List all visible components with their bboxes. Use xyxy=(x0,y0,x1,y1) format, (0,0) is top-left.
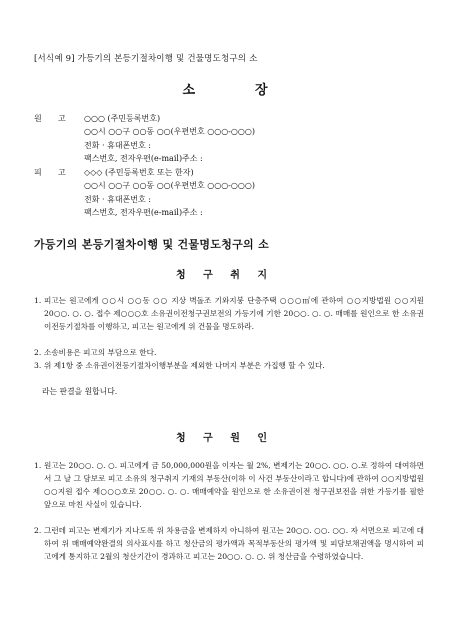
plaintiff-phone: 전화 · 휴대폰번호 : xyxy=(84,140,151,150)
item-text: 소송비용은 피고의 부담으로 한다. xyxy=(44,348,157,357)
item-number: 3. xyxy=(34,361,42,370)
plaintiff-role-char-1: 원 xyxy=(34,114,42,123)
defendant-name: ◇◇◇ (주민등록번호 또는 한자) xyxy=(84,168,194,177)
claim-cause-item-2 xyxy=(34,524,424,563)
plaintiff-name: ○○○ (주민등록번호) xyxy=(84,114,161,123)
plaintiff-address: ○○시 ○○구 ○○동 ○○(우편번호 ○○○-○○○) xyxy=(84,127,255,137)
case-title: 가등기의 본등기절차이행 및 건물명도청구의 소 xyxy=(34,238,270,251)
defendant-role-char-1: 피 xyxy=(34,168,42,177)
item-text: 피고는 원고에게 ○○시 ○○동 ○○ 지상 벽돌조 기와지붕 단층주택 ○○○㎡에 관하여 ○○지방법원 ○○지원 20○○. ○. ○. 접수 제○○○호 소유권이전청구권보전의 가등기에 기한 20○○. ○. ○. 매매를 원인으로 한 소유권이전등기절차를 이행하고, 피고는 원고에게 위 건물을 명도하라. xyxy=(44,296,424,331)
plaintiff-details xyxy=(84,112,255,166)
item-text: 위 제1항 중 소유권이전등기절차이행부분을 제외한 나머지 부분은 가집행 할 수 있다. xyxy=(44,361,325,370)
defendant-address: ○○시 ○○구 ○○동 ○○(우편번호 ○○○-○○○) xyxy=(84,181,255,191)
claim-purpose-heading: 청 구 취 지 xyxy=(175,270,275,281)
item-number: 2. xyxy=(34,348,42,357)
item-text: 그런데 피고는 변제기가 지나도록 위 차용금을 변제하지 아니하여 원고는 20○○. ○○. ○○. 자 서면으로 피고에 대하여 위 매매예약완결의 의사표시를 하고 청산금의 평가액과 목적부동산의 평가액 및 피담보채권액을 명시하여 피고에게 통지하고 2월의 청산기간이 경과하고 피고는 20○○. ○. ○. 위 청산금을 수령하였습니다. xyxy=(44,526,424,561)
plaintiff-role-char-2: 고 xyxy=(58,114,66,123)
claim-purpose-item-1 xyxy=(34,294,424,333)
claim-purpose-item-2 xyxy=(34,346,424,359)
document-title xyxy=(0,79,450,98)
claim-cause-heading: 청 구 원 인 xyxy=(175,433,275,444)
defendant-fax-email: 팩스번호, 전자우편(e-mail)주소 : xyxy=(84,208,203,218)
item-number: 1. xyxy=(34,296,42,305)
defendant-phone: 전화 · 휴대폰번호 : xyxy=(84,194,151,204)
item-number: 1. xyxy=(34,461,42,470)
document-title-text: 소장 xyxy=(182,83,328,98)
defendant-details xyxy=(84,166,255,220)
form-label: [서식예 9] 가등기의 본등기절차이행 및 건물명도청구의 소 xyxy=(34,54,258,64)
claim-purpose-closing: 라는 판결을 원합니다. xyxy=(42,387,118,396)
claim-cause-item-1 xyxy=(34,459,424,511)
item-text: 원고는 20○○. ○. ○. 피고에게 금 50,000,000원을 이자는 월 2%, 변제기는 20○○. ○○. ○.로 정하여 대여하면서 그 날 그 담보로 피고 소유의 청구취지 기재의 부동산(이하 이 사건 부동산이라고 합니다)에 관하여 ○○지방법원 ○○지원 접수 제○○○호로 20○○. ○. ○. 매매예약을 원인으로 한 소유권이전 청구권보전을 위한 가등기를 필한 앞으로 마친 사실이 있습니다. xyxy=(44,461,424,509)
claim-purpose-item-3 xyxy=(34,359,424,372)
defendant-role-char-2: 고 xyxy=(58,168,66,177)
item-number: 2. xyxy=(34,526,42,535)
plaintiff-fax-email: 팩스번호, 전자우편(e-mail)주소 : xyxy=(84,154,203,164)
